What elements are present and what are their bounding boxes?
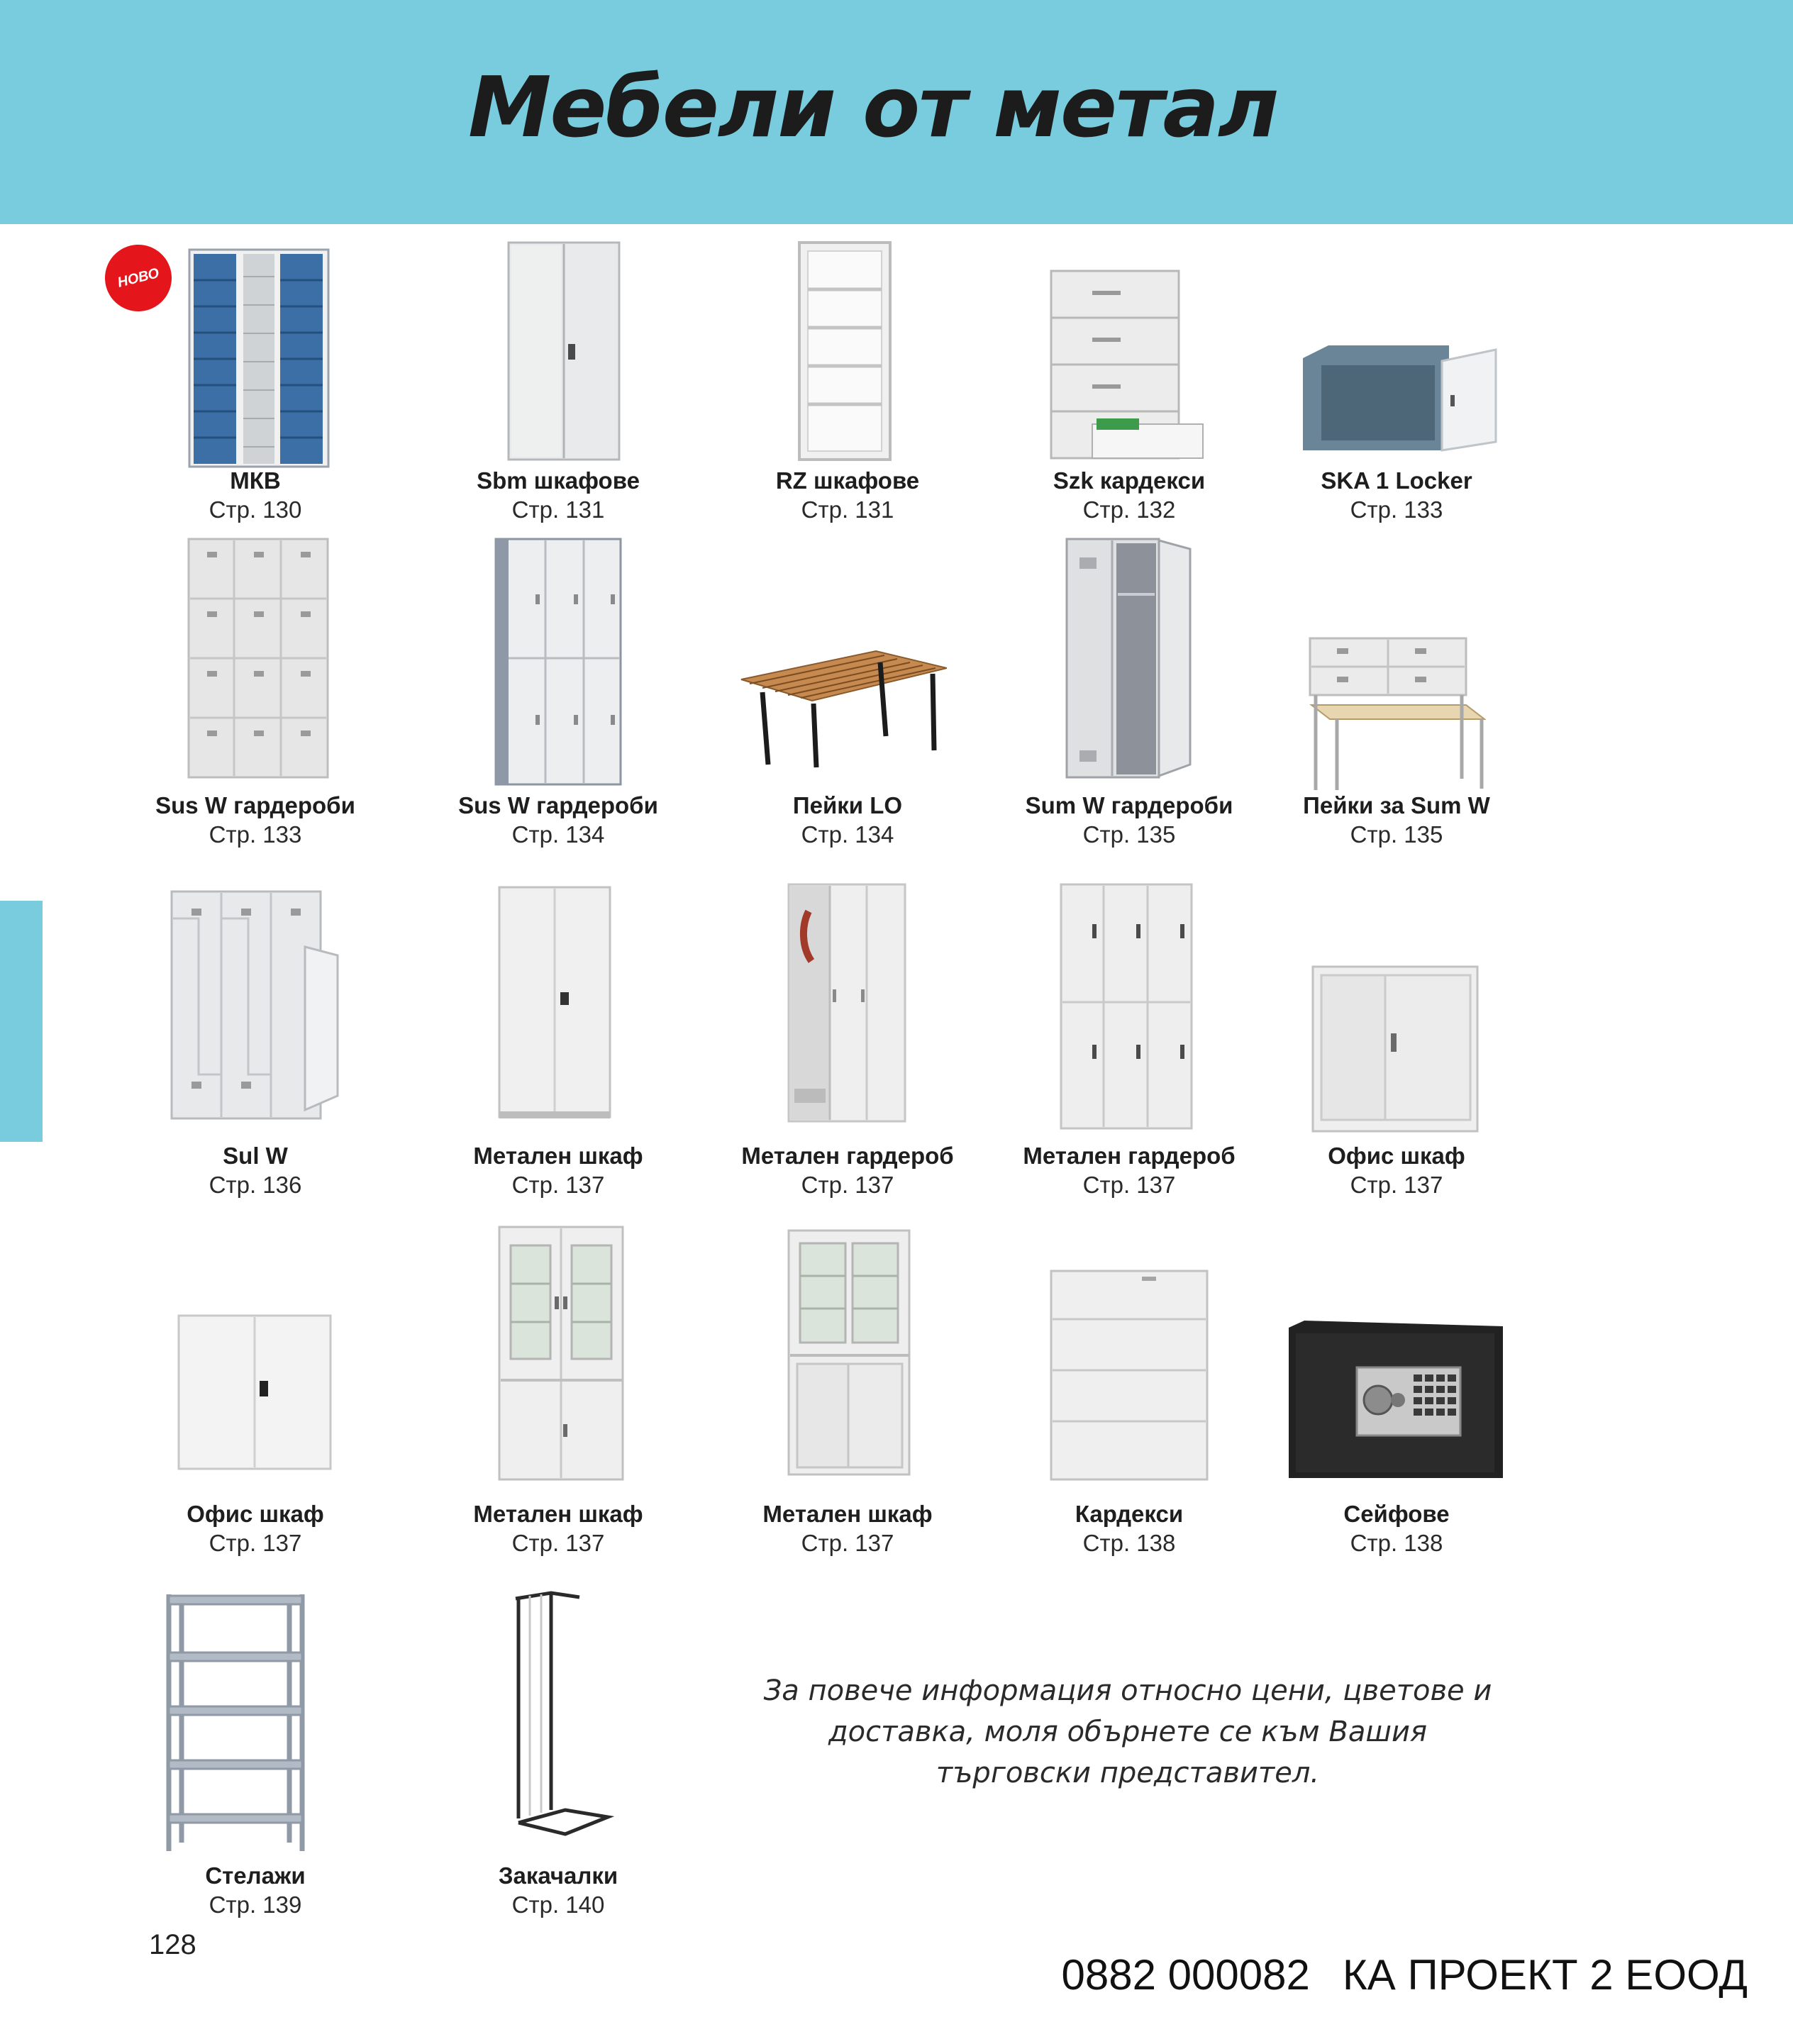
product-page: Стр. 137 — [1350, 1172, 1443, 1198]
page-number: 128 — [149, 1929, 196, 1960]
product-name: Сейфове — [1343, 1501, 1450, 1527]
product-page: Стр. 137 — [209, 1530, 302, 1556]
product-name: Закачалки — [498, 1862, 618, 1889]
product-page: Стр. 131 — [511, 496, 605, 523]
product-page: Стр. 134 — [801, 821, 894, 848]
product-page: Стр. 140 — [511, 1892, 605, 1918]
product-page: Стр. 139 — [209, 1892, 302, 1918]
open-shelf-cabinet-icon — [798, 241, 892, 461]
footer-phone: 0882 000082 — [1061, 1951, 1310, 1999]
product-page: Стр. 137 — [801, 1172, 894, 1198]
product-name: SKA 1 Locker — [1321, 467, 1472, 494]
filing-cabinet-icon — [1050, 1270, 1209, 1482]
info-line: търговски представител. — [936, 1757, 1320, 1789]
product-page: Стр. 135 — [1082, 821, 1176, 848]
product-name: Sus W гардероби — [458, 792, 658, 818]
info-line: доставка, моля обърнете се към Вашия — [828, 1716, 1428, 1748]
box-locker-icon — [1300, 344, 1499, 457]
glass-sliding-cabinet-icon — [787, 1229, 912, 1477]
product-name: Sus W гардероби — [155, 792, 355, 818]
product-page: Стр. 132 — [1082, 496, 1176, 523]
page-header — [0, 0, 1793, 224]
product-page: Стр. 137 — [511, 1172, 605, 1198]
product-name: Стелажи — [205, 1862, 306, 1889]
product-name: Пейки за Sum W — [1303, 792, 1490, 818]
footer-company: КА ПРОЕКТ 2 ЕООД — [1342, 1951, 1748, 1999]
product-name: Sbm шкафове — [477, 467, 640, 494]
product-page: Стр. 133 — [1350, 496, 1443, 523]
product-page: Стр. 130 — [209, 496, 302, 523]
locker-12-door-icon — [187, 538, 329, 779]
product-name: Пейки LO — [792, 792, 903, 818]
product-name: МКВ — [230, 467, 281, 494]
product-page: Стр. 137 — [801, 1530, 894, 1556]
sliding-door-cabinet-icon — [1311, 965, 1482, 1135]
locker-mkb-icon — [188, 248, 330, 468]
info-note — [723, 1670, 1532, 1794]
product-name: Szk кардекси — [1053, 467, 1206, 494]
low-cabinet-icon — [177, 1314, 333, 1472]
cabinet-2-door-icon — [507, 241, 621, 461]
locker-2-door-open-icon — [1065, 538, 1193, 779]
product-name: Офис шкаф — [1328, 1143, 1465, 1169]
product-name: Sul W — [223, 1143, 288, 1169]
bench-icon — [734, 637, 947, 772]
metal-shelving-icon — [163, 1592, 309, 1854]
footer-contact — [1061, 1950, 1748, 1999]
info-line: За повече информация относно цени, цветове и — [763, 1674, 1492, 1707]
product-name: Метален гардероб — [741, 1143, 954, 1169]
side-tab-marker — [0, 901, 43, 1142]
product-name: Метален шкаф — [762, 1501, 933, 1527]
product-name: Sum W гардероби — [1025, 792, 1233, 818]
locker-6-door-icon — [494, 538, 622, 786]
filing-cabinet-icon — [1050, 270, 1204, 461]
product-page: Стр. 137 — [1082, 1172, 1176, 1198]
locker-6-door-icon — [1060, 883, 1194, 1131]
safe-icon — [1286, 1321, 1506, 1485]
product-name: Офис шкаф — [187, 1501, 324, 1527]
product-page: Стр. 134 — [511, 821, 605, 848]
product-page: Стр. 136 — [209, 1172, 302, 1198]
product-name: RZ шкафове — [775, 467, 920, 494]
product-name: Метален шкаф — [473, 1143, 643, 1169]
product-name: Кардекси — [1075, 1501, 1184, 1527]
product-page: Стр. 131 — [801, 496, 894, 523]
cabinet-2-door-icon — [498, 886, 618, 1120]
product-page: Стр. 138 — [1082, 1530, 1176, 1556]
locker-z-door-icon — [170, 890, 340, 1124]
wardrobe-2-door-icon — [787, 883, 908, 1124]
product-page: Стр. 133 — [209, 821, 302, 848]
bench-locker-icon — [1309, 637, 1486, 793]
product-name: Метален гардероб — [1023, 1143, 1236, 1169]
product-page: Стр. 135 — [1350, 821, 1443, 848]
product-page: Стр. 138 — [1350, 1530, 1443, 1556]
glass-door-cabinet-icon — [498, 1226, 626, 1482]
new-badge: НОВО — [98, 238, 179, 318]
product-name: Метален шкаф — [473, 1501, 643, 1527]
product-page: Стр. 137 — [511, 1530, 605, 1556]
page-title: Мебели от метал — [468, 58, 1278, 156]
clothes-rack-icon — [509, 1589, 615, 1844]
